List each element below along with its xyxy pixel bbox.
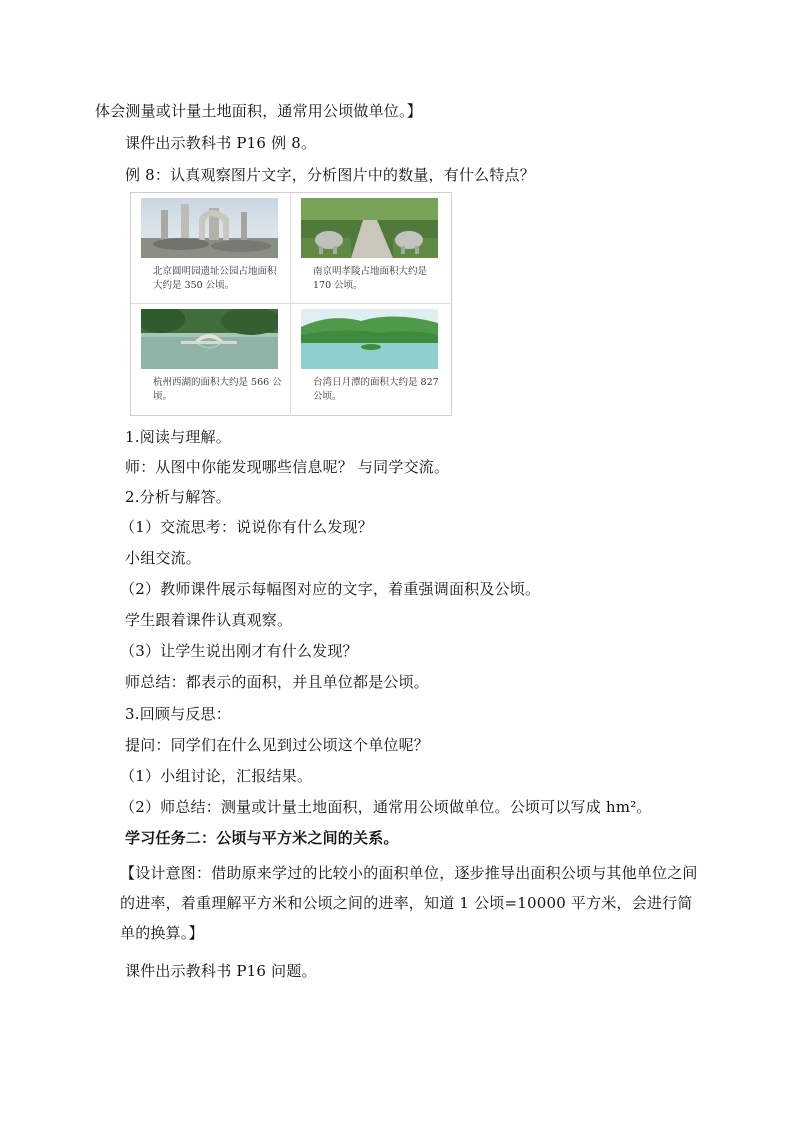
text-line: 课件出示教科书 P16 例 8。 (125, 134, 317, 152)
figure-cell-xihu (131, 304, 291, 414)
text-line: 体会测量或计量土地面积，通常用公顷做单位。】 (95, 102, 422, 120)
tomb-road-photo (301, 198, 438, 258)
sun-moon-lake-photo (301, 309, 438, 369)
text-line: （1）小组讨论，汇报结果。 (120, 767, 313, 785)
text-line: 3.回顾与反思： (125, 705, 231, 723)
text-line: （3）让学生说出刚才有什么发现？ (120, 642, 358, 660)
figure-cell-xiaoling (291, 193, 450, 304)
text-line: （2）师总结：测量或计量土地面积，通常用公顷做单位。公顷可以写成 hm²。 (120, 798, 652, 816)
text-line: 课件出示教科书 P16 问题。 (125, 962, 317, 980)
example-figure (130, 192, 452, 416)
figure-cell-yuanmingyuan (131, 193, 291, 304)
figure-caption: 台湾日月潭的面积大约是 827 公顷。 (313, 377, 439, 402)
text-line: 2.分析与解答。 (125, 488, 231, 506)
ruins-photo (141, 198, 278, 258)
example-heading: 例 8：认真观察图片文字，分析图片中的数量，有什么特点？ (125, 166, 535, 184)
figure-caption: 北京圆明园遗址公园占地面积大约是 350 公顷。 (153, 266, 277, 291)
text-line: 学生跟着课件认真观察。 (125, 611, 293, 629)
figure-cell-riyuetan (291, 304, 450, 414)
text-line: 师总结：都表示的面积，并且单位都是公顷。 (125, 673, 430, 691)
lake-bridge-photo (141, 309, 278, 369)
figure-caption: 南京明孝陵占地面积大约是 170 公顷。 (313, 266, 428, 291)
text-line: （1）交流思考：说说你有什么发现？ (120, 518, 373, 536)
text-line: 1.阅读与理解。 (125, 428, 231, 446)
text-line: （2）教师课件展示每幅图对应的文字，着重强调面积及公顷。 (120, 580, 541, 598)
text-line: 提问：同学们在什么见到过公顷这个单位呢？ (125, 736, 430, 754)
design-intent-paragraph: 【设计意图：借助原来学过的比较小的面积单位，逐步推导出面积公顷与其他单位之间的进率，着重理解平方米和公顷之间的进率，知道 1 公顷=10000 平方米，会进行简单的换算。】 (120, 864, 698, 942)
text-line: 小组交流。 (125, 549, 202, 567)
section-heading: 学习任务二：公顷与平方米之间的关系。 (125, 829, 399, 847)
text-line: 师：从图中你能发现哪些信息呢？ 与同学交流。 (125, 458, 450, 476)
figure-caption: 杭州西湖的面积大约是 566 公顷。 (153, 377, 282, 402)
